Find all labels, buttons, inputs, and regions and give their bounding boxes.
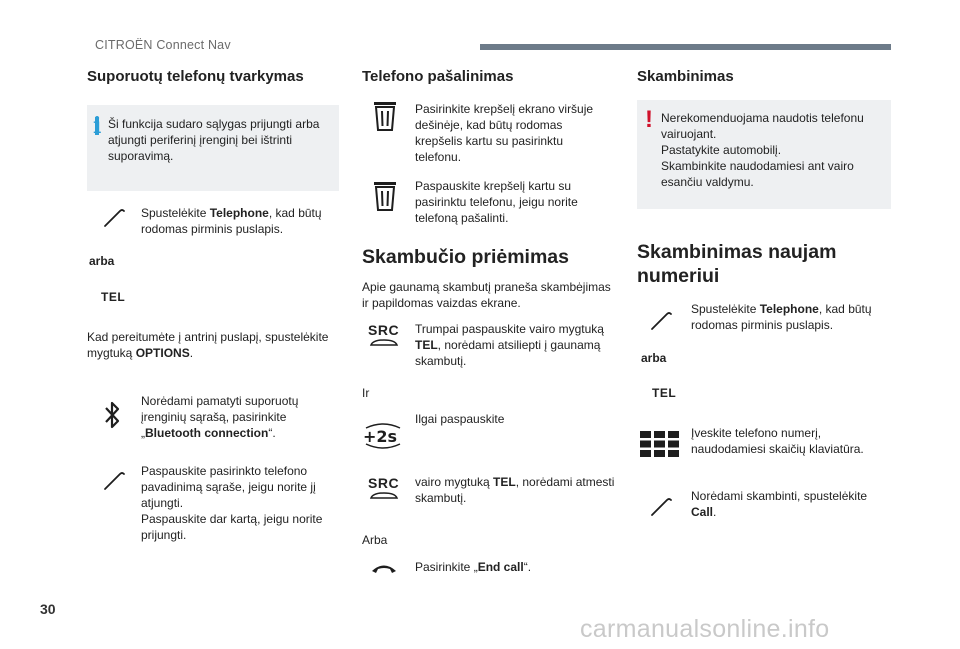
step-short-press-tel: Trumpai paspauskite vairo mygtuką TEL, norėdami atsiliepti į gaunamą skambutį. bbox=[415, 322, 604, 368]
section-heading-paired-phones: Suporuotų telefonų tvarkymas bbox=[87, 68, 304, 85]
watermark: carmanualsonline.info bbox=[580, 615, 830, 643]
receive-call-intro: Apie gaunamą skambutį praneša skambėjimas ir papildomas vaizdas ekrane. bbox=[362, 280, 611, 310]
step-end-call: Pasirinkite „End call“. bbox=[415, 560, 532, 574]
step-bluetooth: Norėdami pamatyti suporuotų įrenginių sąrašą, pasirinkite „Bluetooth connection“. bbox=[141, 394, 299, 440]
trash-icon bbox=[373, 181, 397, 211]
warning-note-text: Nerekomenduojama naudotis telefonu vairuojant. Pastatykite automobilį. Skambinkite naudodamiesi ant vairo esančiu valdymu. bbox=[661, 111, 864, 189]
section-heading-receive-call: Skambučio priėmimas bbox=[362, 246, 569, 268]
section-heading-remove-phone: Telefono pašalinimas bbox=[362, 68, 514, 85]
src-key-label: SRC bbox=[368, 322, 400, 338]
touch-pen-icon bbox=[649, 308, 673, 332]
touch-pen-icon bbox=[102, 205, 126, 229]
warning-note bbox=[637, 100, 891, 209]
info-note bbox=[87, 105, 339, 191]
options-paragraph: Kad pereitumėte į antrinį puslapį, spustelėkite mygtuką OPTIONS. bbox=[87, 330, 329, 360]
step-long-press: Ilgai paspauskite bbox=[415, 412, 505, 426]
section-heading-new-number: Skambinimas naujam numeriui bbox=[637, 241, 837, 287]
and-label: Ir bbox=[362, 386, 370, 400]
keypad-icon bbox=[640, 431, 680, 457]
step-enter-number: Įveskite telefono numerį, naudodamiesi skaičių klaviatūra. bbox=[691, 426, 864, 456]
section-heading-calling: Skambinimas bbox=[637, 68, 734, 85]
tel-key: TEL bbox=[652, 386, 677, 400]
tel-key: TEL bbox=[101, 290, 126, 304]
or-label: arba bbox=[89, 254, 115, 268]
warning-icon: ! bbox=[645, 106, 653, 133]
touch-pen-icon bbox=[649, 494, 673, 518]
trash-icon bbox=[373, 101, 397, 131]
src-key-label: SRC bbox=[368, 475, 400, 491]
svg-text:+2s: +2s bbox=[363, 427, 398, 446]
bluetooth-icon bbox=[104, 400, 120, 430]
touch-pen-icon bbox=[102, 468, 126, 492]
header-bar bbox=[480, 44, 891, 50]
steering-button-icon bbox=[369, 339, 399, 347]
step-select-basket: Pasirinkite krepšelį ekrano viršuje dešinėje, kad būtų rodomas krepšelis kartu su pasirinktu telefonu. bbox=[415, 102, 594, 164]
step-select-phone: Paspauskite pasirinkto telefono pavadinimą sąraše, jeigu norite jį atjungti. Paspauskite dar kartą, jeigu norite prijungti. bbox=[141, 464, 323, 542]
step-telephone: Spustelėkite Telephone, kad būtų rodomas pirminis puslapis. bbox=[141, 206, 322, 236]
step-reject-call: vairo mygtuką TEL, norėdami atmesti skambutį. bbox=[415, 475, 615, 505]
info-note-text: Ši funkcija sudaro sąlygas prijungti arba atjungti periferinį įrenginį bei ištrinti suporavimą. bbox=[108, 117, 320, 163]
step-telephone-new: Spustelėkite Telephone, kad būtų rodomas pirminis puslapis. bbox=[691, 302, 872, 332]
steering-button-icon bbox=[369, 492, 399, 500]
or-label: Arba bbox=[362, 533, 388, 547]
header-title: CITROËN Connect Nav bbox=[95, 38, 231, 52]
step-call: Norėdami skambinti, spustelėkite Call. bbox=[691, 489, 868, 519]
end-call-icon bbox=[371, 563, 397, 575]
long-press-2s-icon bbox=[362, 422, 404, 450]
info-icon: i bbox=[93, 113, 102, 139]
page-number: 30 bbox=[40, 601, 56, 617]
step-press-basket: Paspauskite krepšelį kartu su pasirinktu telefonu, jeigu norite telefoną pašalinti. bbox=[415, 179, 578, 225]
or-label: arba bbox=[641, 351, 667, 365]
